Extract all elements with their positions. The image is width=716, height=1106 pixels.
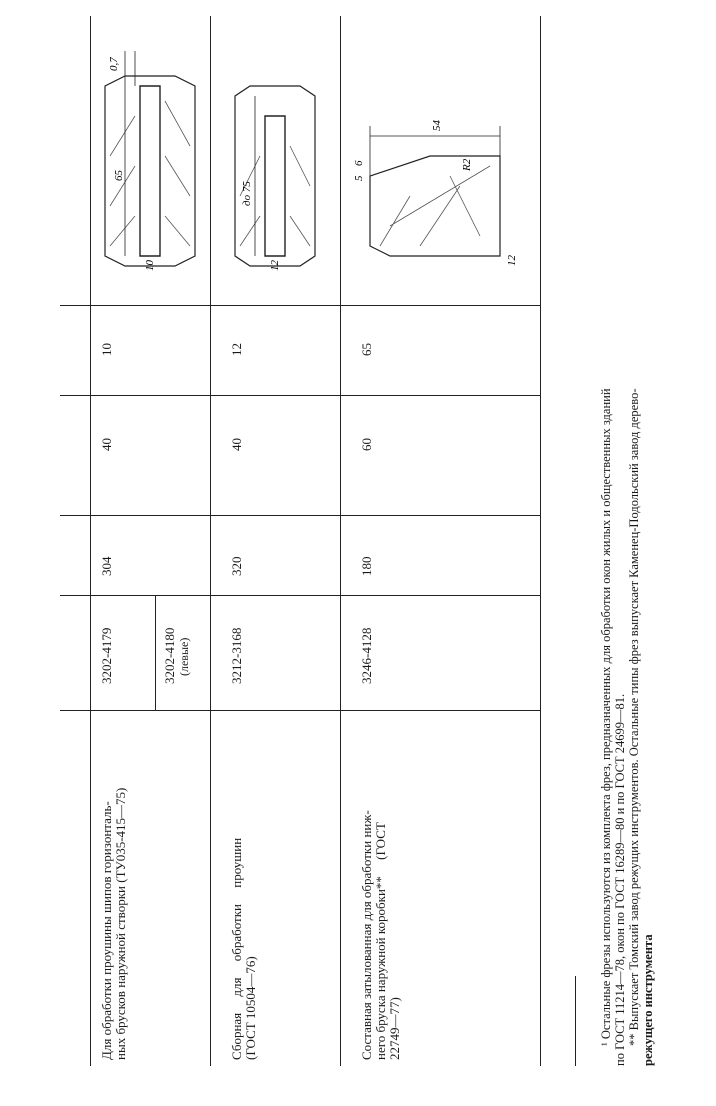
table-top-rule	[90, 16, 91, 1066]
sketch-row1	[95, 36, 205, 276]
row2-D: 320	[229, 556, 244, 576]
footnote-1: ¹ Остальные фрезы используются из комплекта фрез, предназначенных для обработки окон жилых и общественных зданий	[599, 388, 613, 1046]
sketch-row2	[220, 36, 330, 276]
footnote-3: ** Выпускает Томский завод режущих инструментов. Остальные типы фрез выпускает Каменец-Подольский завод деревo-	[627, 388, 641, 1046]
row2-d: 40	[229, 438, 244, 451]
row2-code: 3212-3168	[229, 627, 244, 684]
sketch-row3	[350, 36, 530, 276]
row3-dim-2: 6	[353, 160, 365, 166]
row3-B: 65	[359, 343, 374, 356]
footnote-rule	[575, 976, 576, 1066]
row3-name-line2: него бруска наружной коробки** (ГОСТ	[373, 822, 388, 1060]
row1-B: 10	[99, 343, 114, 356]
row1-dim-1: 0,7	[108, 57, 120, 71]
row3-dim-4: R2	[461, 158, 473, 171]
col-sep-name	[60, 710, 540, 711]
table-bottom-rule	[540, 16, 541, 1066]
row1-name-line1: Для обработки проушины шипов горизонталь-	[99, 801, 114, 1060]
row2-name-line1: Сборная для обработки проушин	[229, 837, 244, 1060]
row-divider-1	[210, 16, 211, 1066]
row2-name-line2: (ГОСТ 10504—76)	[243, 956, 258, 1060]
row3-dim-1: 5	[353, 175, 365, 181]
row3-dim-5: 54	[431, 120, 443, 131]
row1-code-left: 3202-4180	[162, 627, 177, 684]
footnote-2: по ГОСТ 11214—78, окон по ГОСТ 16289—80 и по ГОСТ 24699—81.	[613, 693, 627, 1066]
row2-B: 12	[229, 343, 244, 356]
code-subdivider	[155, 596, 156, 711]
row2-dim-2: 12	[269, 260, 281, 271]
row1-name-line2: ных брусков наружной створки (ТУ035-415—75)	[113, 787, 128, 1060]
col-sep-code	[60, 595, 540, 596]
col-sep-d	[60, 395, 540, 396]
row2-dim-1: до 75	[241, 181, 253, 206]
col-sep-B	[60, 305, 540, 306]
row1-code: 3202-4179	[99, 627, 114, 684]
row3-name-line3: 22749—77)	[387, 997, 402, 1060]
row1-dim-2: 65	[113, 170, 125, 181]
row1-D: 304	[99, 556, 114, 576]
row3-name-line1: Составная затылованная для обработки ниж-	[359, 810, 374, 1060]
row1-code-left-note: (левые)	[177, 637, 191, 676]
row-divider-2	[340, 16, 341, 1066]
row1-d: 40	[99, 438, 114, 451]
col-sep-D	[60, 515, 540, 516]
row1-dim-3: 10	[144, 260, 156, 271]
footnote-4: режущего инструмента	[641, 934, 655, 1066]
row3-d: 60	[359, 438, 374, 451]
row3-D: 180	[359, 556, 374, 576]
row3-dim-3: 12	[506, 255, 518, 266]
row3-code: 3246-4128	[359, 627, 374, 684]
